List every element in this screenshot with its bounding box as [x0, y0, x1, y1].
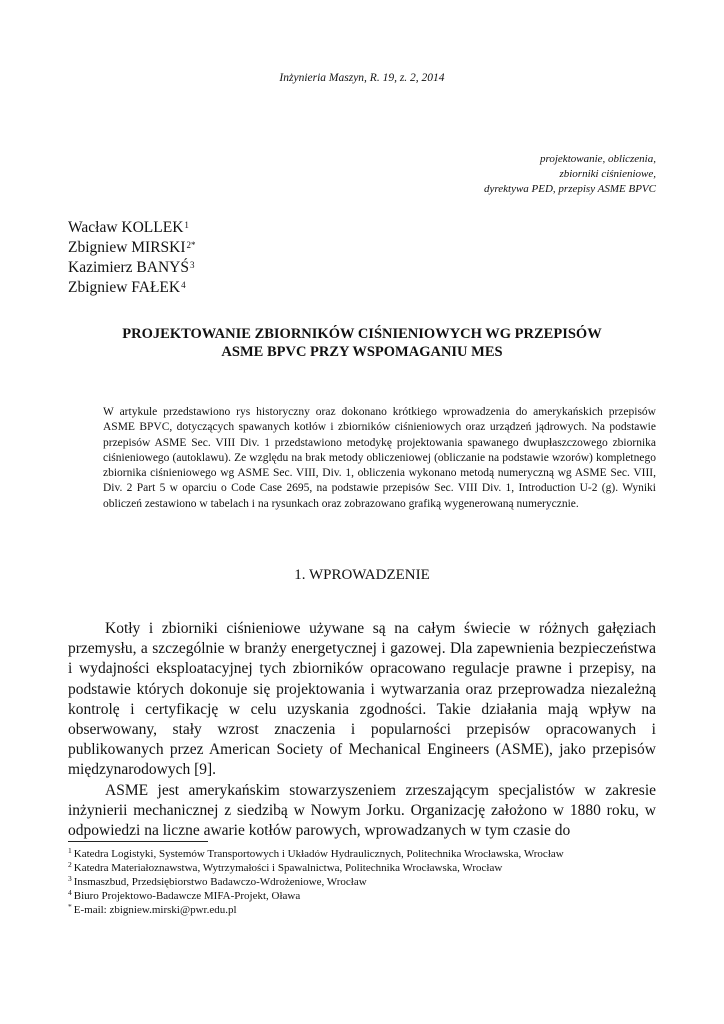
title-line: ASME BPVC PRZY WSPOMAGANIU MES — [221, 344, 503, 360]
title-line: PROJEKTOWANIE ZBIORNIKÓW CIŚNIENIOWYCH WG PRZEPISÓW — [122, 326, 602, 342]
author — [68, 218, 196, 238]
author-mark: 4 — [181, 280, 186, 290]
abstract-text: W artykule przedstawiono rys historyczny oraz dokonano krótkiego wprowadzenia do amerykańskich przepisów ASME BPVC, dotyczących spawanych kotłów i zbiorników ciśnieniowych oraz urządzeń jądrowych. Na podstawie przepisów ASME Sec. VIII Div. 1 przedstawiono metodykę projektowania spawanego dwupłaszczowego zbiornika ciśnieniowego (autoklawu). Ze względu na brak metody obliczeniowej (obliczanie na podstawie wzorów) kompletnego zbiornika ciśnieniowego wg ASME Sec. VIII, Div. 1, obliczenia wykonano metodą numeryczną wg ASME Sec. VIII, Div. 2 Part 5 w oparciu o Code Case 2695, na podstawie przepisów Sec. VIII Div. 1, Introduction U-2 (g). Wyniki obliczeń zestawiono w tabelach i na rysunkach oraz zobrazowano grafiką wygenerowaną numerycznie. — [103, 406, 656, 510]
author-list — [68, 218, 196, 298]
footnote-divider — [68, 841, 208, 842]
section-heading: 1. WPROWADZENIE — [294, 567, 430, 583]
footnote-text: Katedra Materiałoznawstwa, Wytrzymałości i Spawalnictwa, Politechnika Wrocławska, Wrocław — [73, 862, 503, 874]
paper-title — [68, 325, 656, 361]
keyword-line: projektowanie, obliczenia, — [540, 153, 656, 165]
keywords — [484, 152, 656, 197]
footnote — [68, 903, 564, 917]
keyword-line: zbiorniki ciśnieniowe, — [559, 168, 656, 180]
author — [68, 258, 196, 278]
author-mark: 1 — [184, 220, 189, 230]
author-name: Zbigniew MIRSKI — [68, 239, 186, 256]
author-name: Kazimierz BANYŚ — [68, 259, 189, 276]
footnote-mark: 4 — [68, 888, 72, 897]
footnote — [68, 889, 564, 903]
footnote — [68, 847, 564, 861]
author-name: Zbigniew FAŁEK — [68, 279, 181, 296]
author-mark: 2* — [186, 240, 196, 250]
body-text — [68, 619, 656, 841]
footnote — [68, 875, 564, 889]
footnote-mark: 2 — [68, 860, 72, 869]
paragraph: Kotły i zbiorniki ciśnieniowe używane są na całym świecie w różnych gałęziach przemysłu, a szczególnie w branży energetycznej i gazowej. Dla zapewnienia bezpieczeństwa i wydajności eksploatacyjnej tych zbiorników opracowano regulacje prawne i przepisy, na podstawie których dokonuje się projektowania i wytwarzania oraz przeprowadza niezależną kontrolę i certyfikację w celu uzyskania zgodności. Takie działania mają wpływ na obserwowany, stały wzrost znaczenia i popularności przepisów opracowanych i publikowanych przez American Society of Mechanical Engineers (ASME), jako przepisów międzynarodowych [9]. — [68, 620, 656, 779]
keyword-line: dyrektywa PED, przepisy ASME BPVC — [484, 183, 656, 195]
footnote-mark: * — [68, 902, 72, 911]
footnote-text: Katedra Logistyki, Systemów Transportowych i Układów Hydraulicznych, Politechnika Wrocławska, Wrocław — [73, 848, 564, 860]
journal-header: Inżynieria Maszyn, R. 19, z. 2, 2014 — [279, 72, 445, 84]
author — [68, 238, 196, 258]
footnotes — [68, 847, 564, 917]
footnote-text: Insmaszbud, Przedsiębiorstwo Badawczo-Wdrożeniowe, Wrocław — [73, 876, 367, 888]
footnote-text: E-mail: zbigniew.mirski@pwr.edu.pl — [73, 904, 237, 916]
paragraph: ASME jest amerykańskim stowarzyszeniem zrzeszającym specjalistów w zakresie inżynierii mechanicznej z siedzibą w Nowym Jorku. Organizację założono w 1880 roku, w odpowiedzi na liczne awarie kotłów parowych, wprowadzanych w tym czasie do — [68, 781, 656, 840]
footnote — [68, 861, 564, 875]
footnote-mark: 1 — [68, 846, 72, 855]
abstract — [103, 405, 656, 512]
author — [68, 278, 196, 298]
footnote-mark: 3 — [68, 874, 72, 883]
author-name: Wacław KOLLEK — [68, 219, 184, 236]
author-mark: 3 — [189, 260, 195, 270]
footnote-text: Biuro Projektowo-Badawcze MIFA-Projekt, Oława — [73, 890, 301, 902]
